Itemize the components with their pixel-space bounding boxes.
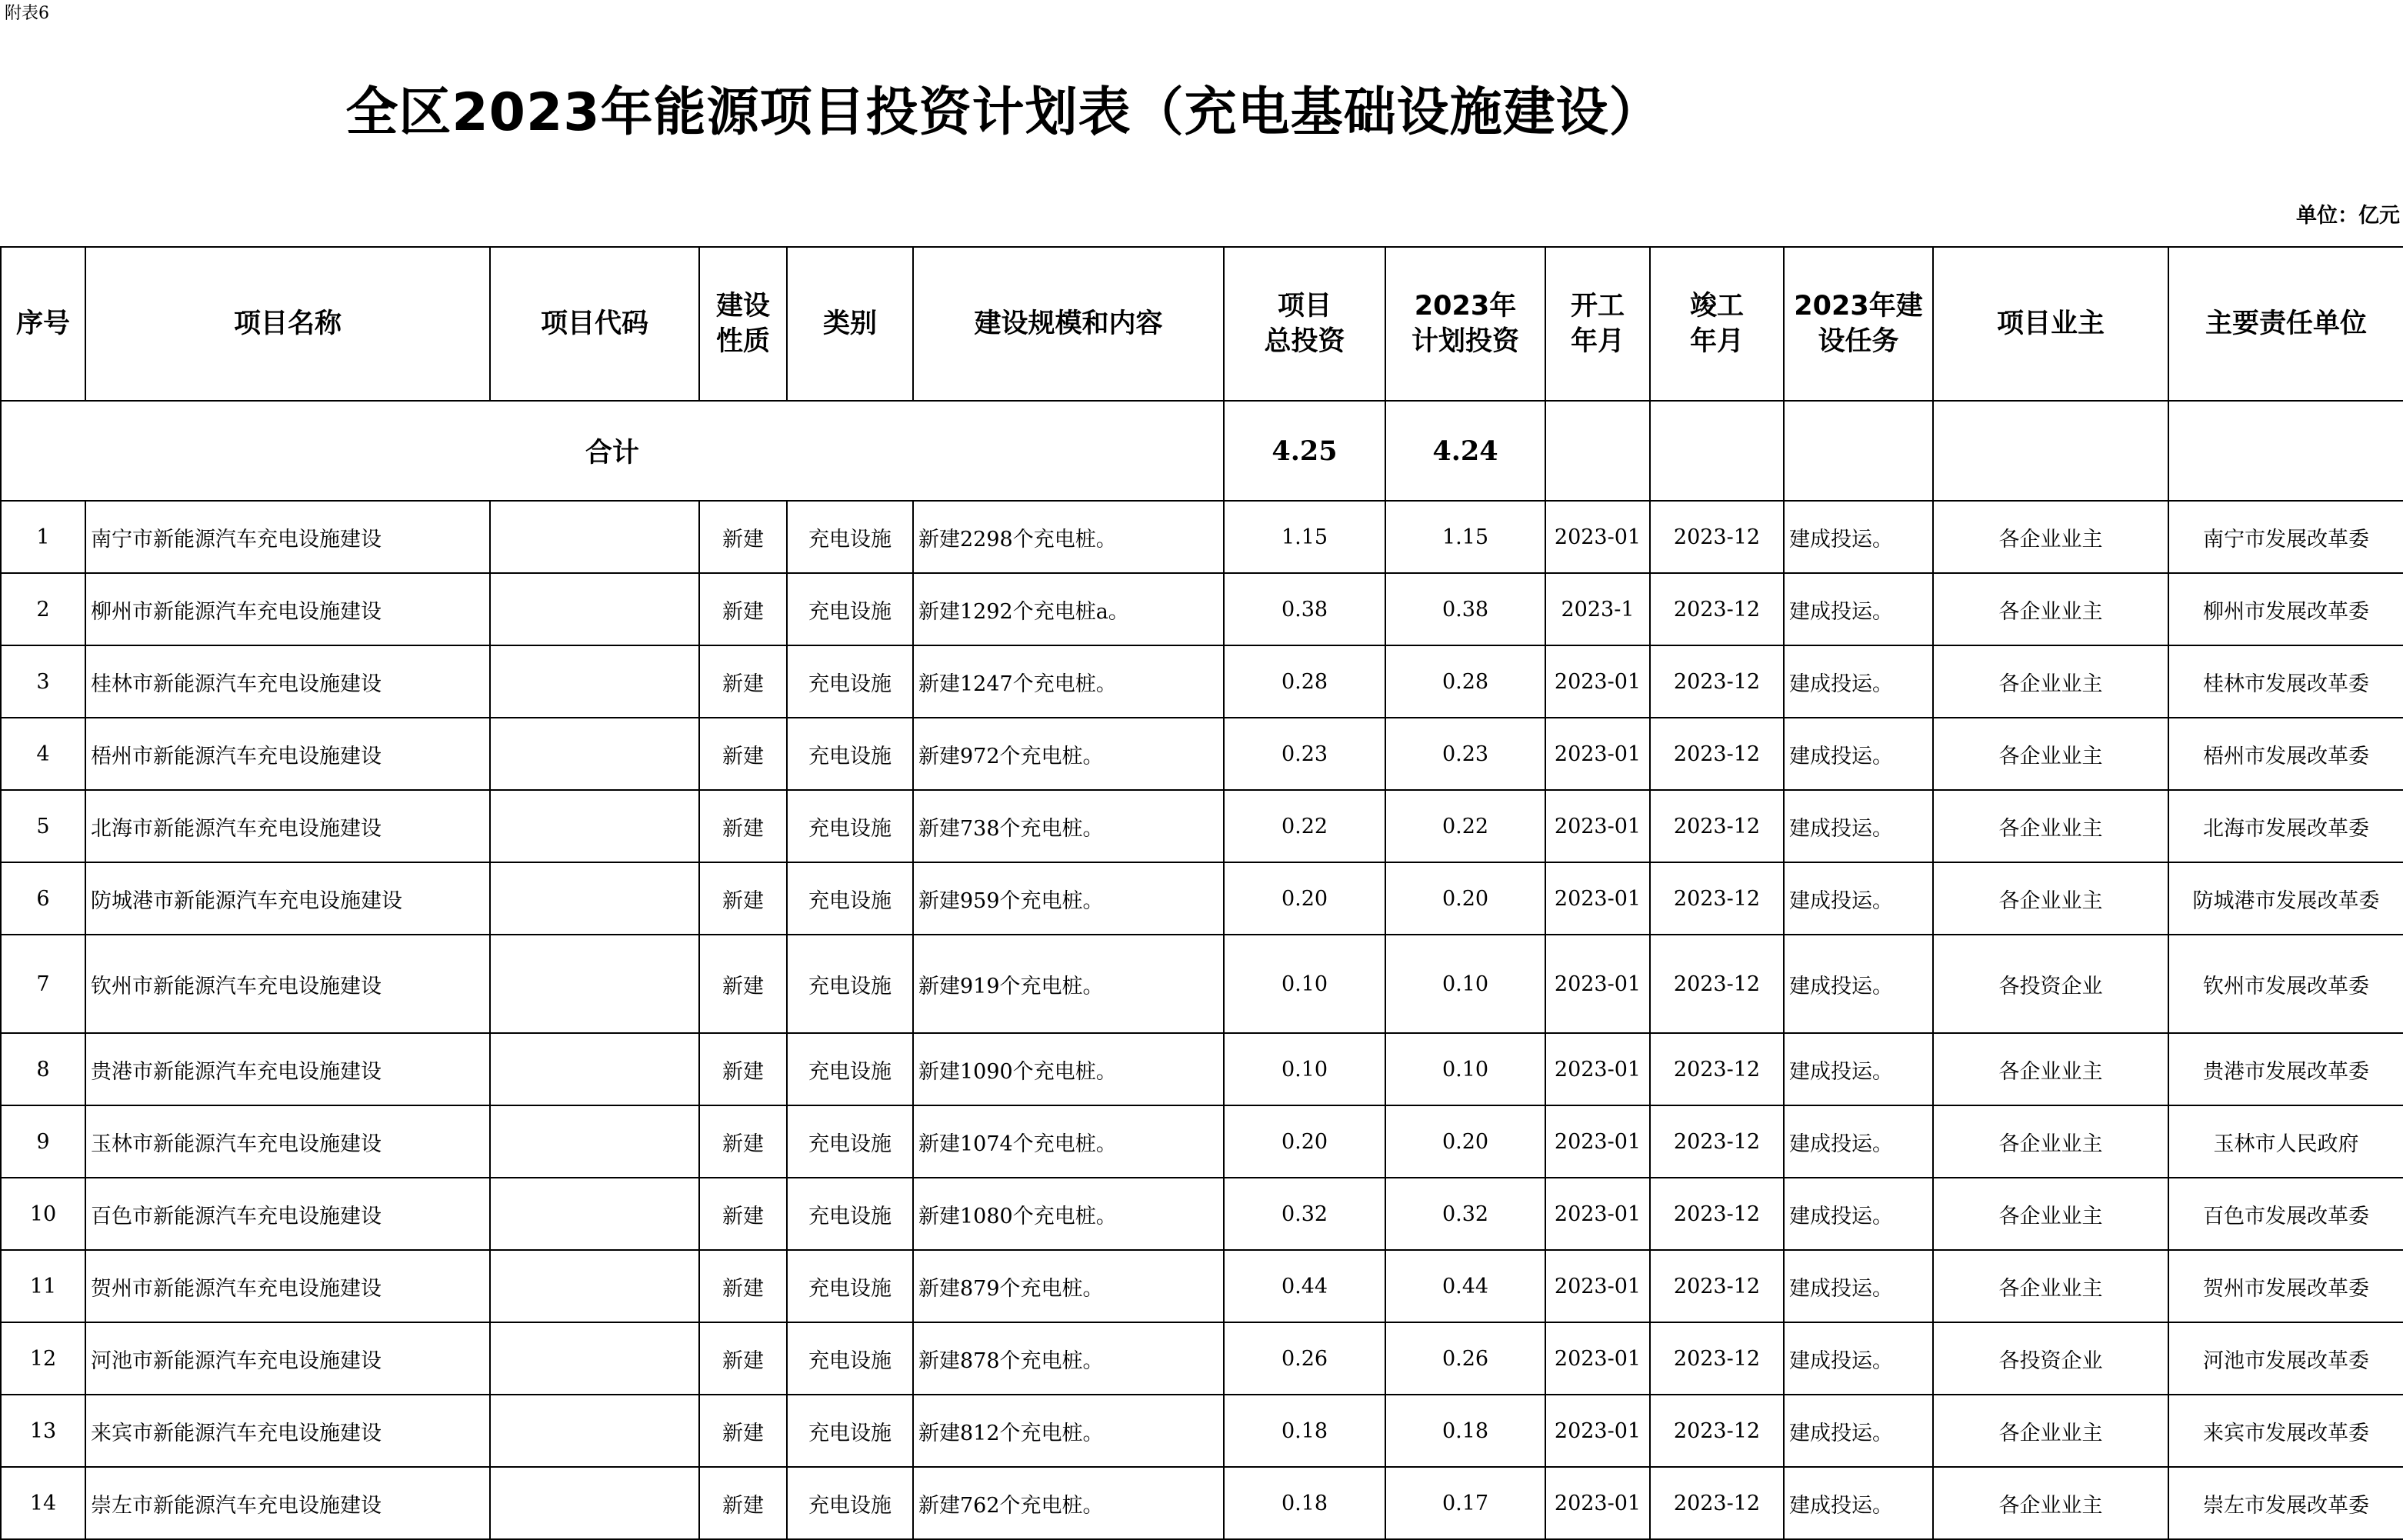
row-category: 充电设施 [787,935,913,1033]
header-scale: 建设规模和内容 [913,247,1224,401]
row-code [490,862,699,935]
row-task: 建成投运。 [1784,1395,1933,1467]
row-owner: 各投资企业 [1933,935,2168,1033]
row-name: 北海市新能源汽车充电设施建设 [85,790,490,862]
row-nature: 新建 [699,1250,787,1322]
row-code [490,790,699,862]
row-plan-2023: 0.10 [1385,935,1545,1033]
row-nature: 新建 [699,1033,787,1105]
row-task: 建成投运。 [1784,935,1933,1033]
row-seq: 14 [1,1467,85,1539]
row-scale: 新建879个充电桩。 [913,1250,1224,1322]
row-code [490,1033,699,1105]
row-start: 2023-01 [1545,1033,1650,1105]
row-owner: 各企业业主 [1933,1467,2168,1539]
row-start: 2023-01 [1545,1105,1650,1178]
row-seq: 1 [1,501,85,573]
table-row [1,718,2403,790]
row-start: 2023-01 [1545,1178,1650,1250]
empty-cell [2168,401,2403,501]
row-task: 建成投运。 [1784,1250,1933,1322]
row-nature: 新建 [699,718,787,790]
row-owner: 各企业业主 [1933,1178,2168,1250]
row-plan-2023: 0.38 [1385,573,1545,645]
row-scale: 新建878个充电桩。 [913,1322,1224,1395]
row-nature: 新建 [699,501,787,573]
row-total-investment: 0.26 [1224,1322,1385,1395]
table-row [1,1178,2403,1250]
row-plan-2023: 1.15 [1385,501,1545,573]
row-code [490,718,699,790]
row-end: 2023-12 [1650,573,1784,645]
row-code [490,1322,699,1395]
row-nature: 新建 [699,1467,787,1539]
row-owner: 各企业业主 [1933,862,2168,935]
table-row [1,573,2403,645]
row-end: 2023-12 [1650,790,1784,862]
row-end: 2023-12 [1650,501,1784,573]
row-code [490,573,699,645]
row-category: 充电设施 [787,1250,913,1322]
row-category: 充电设施 [787,1105,913,1178]
row-name: 钦州市新能源汽车充电设施建设 [85,935,490,1033]
row-owner: 各企业业主 [1933,790,2168,862]
header-category: 类别 [787,247,913,401]
row-plan-2023: 0.17 [1385,1467,1545,1539]
row-seq: 12 [1,1322,85,1395]
row-scale: 新建1090个充电桩。 [913,1033,1224,1105]
row-task: 建成投运。 [1784,1178,1933,1250]
total-plan-2023: 4.24 [1385,401,1545,501]
row-name: 河池市新能源汽车充电设施建设 [85,1322,490,1395]
row-code [490,1105,699,1178]
row-scale: 新建1080个充电桩。 [913,1178,1224,1250]
row-plan-2023: 0.23 [1385,718,1545,790]
row-task: 建成投运。 [1784,1467,1933,1539]
empty-cell [1784,401,1933,501]
row-total-investment: 0.38 [1224,573,1385,645]
row-nature: 新建 [699,790,787,862]
row-code [490,1395,699,1467]
row-seq: 11 [1,1250,85,1322]
row-task: 建成投运。 [1784,1033,1933,1105]
row-plan-2023: 0.22 [1385,790,1545,862]
row-task: 建成投运。 [1784,645,1933,718]
header-end: 竣工 年月 [1650,247,1784,401]
table-row [1,501,2403,573]
row-category: 充电设施 [787,1033,913,1105]
row-scale: 新建738个充电桩。 [913,790,1224,862]
row-name: 崇左市新能源汽车充电设施建设 [85,1467,490,1539]
row-plan-2023: 0.26 [1385,1322,1545,1395]
row-start: 2023-01 [1545,645,1650,718]
table-row [1,645,2403,718]
row-end: 2023-12 [1650,1033,1784,1105]
row-name: 来宾市新能源汽车充电设施建设 [85,1395,490,1467]
total-row [1,401,2403,501]
row-start: 2023-01 [1545,1322,1650,1395]
row-nature: 新建 [699,573,787,645]
table-row [1,1467,2403,1539]
row-seq: 8 [1,1033,85,1105]
row-nature: 新建 [699,1322,787,1395]
row-seq: 5 [1,790,85,862]
row-scale: 新建2298个充电桩。 [913,501,1224,573]
header-seq: 序号 [1,247,85,401]
row-name: 梧州市新能源汽车充电设施建设 [85,718,490,790]
row-resp: 百色市发展改革委 [2168,1178,2403,1250]
row-end: 2023-12 [1650,1322,1784,1395]
table-row [1,790,2403,862]
row-total-investment: 0.23 [1224,718,1385,790]
header-task: 2023年建 设任务 [1784,247,1933,401]
row-seq: 10 [1,1178,85,1250]
row-seq: 4 [1,718,85,790]
row-nature: 新建 [699,1395,787,1467]
row-code [490,1250,699,1322]
row-scale: 新建762个充电桩。 [913,1467,1224,1539]
row-start: 2023-01 [1545,862,1650,935]
row-start: 2023-01 [1545,935,1650,1033]
row-plan-2023: 0.28 [1385,645,1545,718]
row-resp: 防城港市发展改革委 [2168,862,2403,935]
row-scale: 新建959个充电桩。 [913,862,1224,935]
row-category: 充电设施 [787,1322,913,1395]
row-seq: 9 [1,1105,85,1178]
row-scale: 新建1247个充电桩。 [913,645,1224,718]
header-name: 项目名称 [85,247,490,401]
row-total-investment: 0.28 [1224,645,1385,718]
row-plan-2023: 0.18 [1385,1395,1545,1467]
row-total-investment: 0.20 [1224,862,1385,935]
row-end: 2023-12 [1650,862,1784,935]
row-scale: 新建1074个充电桩。 [913,1105,1224,1178]
row-start: 2023-01 [1545,501,1650,573]
row-scale: 新建972个充电桩。 [913,718,1224,790]
header-resp: 主要责任单位 [2168,247,2403,401]
row-resp: 柳州市发展改革委 [2168,573,2403,645]
row-resp: 崇左市发展改革委 [2168,1467,2403,1539]
row-category: 充电设施 [787,862,913,935]
row-category: 充电设施 [787,573,913,645]
row-resp: 贺州市发展改革委 [2168,1250,2403,1322]
row-category: 充电设施 [787,718,913,790]
row-total-investment: 0.20 [1224,1105,1385,1178]
row-category: 充电设施 [787,1178,913,1250]
row-nature: 新建 [699,1105,787,1178]
row-category: 充电设施 [787,1395,913,1467]
table-row [1,935,2403,1033]
unit-label: 单位：亿元 [2296,204,2400,228]
row-start: 2023-1 [1545,573,1650,645]
row-start: 2023-01 [1545,1467,1650,1539]
row-owner: 各企业业主 [1933,573,2168,645]
total-investment: 4.25 [1224,401,1385,501]
row-task: 建成投运。 [1784,1322,1933,1395]
row-resp: 钦州市发展改革委 [2168,935,2403,1033]
row-total-investment: 0.22 [1224,790,1385,862]
row-plan-2023: 0.20 [1385,1105,1545,1178]
row-end: 2023-12 [1650,718,1784,790]
row-total-investment: 0.32 [1224,1178,1385,1250]
row-code [490,501,699,573]
header-nature: 建设 性质 [699,247,787,401]
row-name: 柳州市新能源汽车充电设施建设 [85,573,490,645]
row-plan-2023: 0.10 [1385,1033,1545,1105]
row-resp: 来宾市发展改革委 [2168,1395,2403,1467]
row-end: 2023-12 [1650,1178,1784,1250]
row-nature: 新建 [699,1178,787,1250]
header-plan-2023: 2023年 计划投资 [1385,247,1545,401]
table-row [1,1395,2403,1467]
row-category: 充电设施 [787,645,913,718]
row-resp: 玉林市人民政府 [2168,1105,2403,1178]
appendix-label: 附表6 [5,4,49,23]
row-resp: 梧州市发展改革委 [2168,718,2403,790]
empty-cell [1650,401,1784,501]
table-header-row [1,247,2403,401]
row-code [490,1467,699,1539]
header-total-investment: 项目 总投资 [1224,247,1385,401]
row-resp: 南宁市发展改革委 [2168,501,2403,573]
row-total-investment: 0.18 [1224,1395,1385,1467]
row-code [490,1178,699,1250]
row-plan-2023: 0.20 [1385,862,1545,935]
row-end: 2023-12 [1650,935,1784,1033]
row-category: 充电设施 [787,1467,913,1539]
table-row [1,862,2403,935]
row-scale: 新建812个充电桩。 [913,1395,1224,1467]
row-owner: 各企业业主 [1933,1033,2168,1105]
row-resp: 贵港市发展改革委 [2168,1033,2403,1105]
row-end: 2023-12 [1650,645,1784,718]
row-task: 建成投运。 [1784,790,1933,862]
table-row [1,1105,2403,1178]
row-owner: 各企业业主 [1933,645,2168,718]
total-label: 合计 [1,401,1224,501]
investment-table [0,246,2403,1540]
table-row [1,1250,2403,1322]
table-row [1,1322,2403,1395]
row-seq: 3 [1,645,85,718]
row-start: 2023-01 [1545,1250,1650,1322]
row-seq: 6 [1,862,85,935]
empty-cell [1545,401,1650,501]
empty-cell [1933,401,2168,501]
row-end: 2023-12 [1650,1250,1784,1322]
row-owner: 各企业业主 [1933,1250,2168,1322]
row-owner: 各企业业主 [1933,1105,2168,1178]
row-nature: 新建 [699,935,787,1033]
row-seq: 2 [1,573,85,645]
row-resp: 桂林市发展改革委 [2168,645,2403,718]
row-plan-2023: 0.44 [1385,1250,1545,1322]
row-category: 充电设施 [787,501,913,573]
row-owner: 各企业业主 [1933,1395,2168,1467]
row-task: 建成投运。 [1784,573,1933,645]
row-end: 2023-12 [1650,1467,1784,1539]
row-end: 2023-12 [1650,1395,1784,1467]
row-total-investment: 1.15 [1224,501,1385,573]
row-name: 贺州市新能源汽车充电设施建设 [85,1250,490,1322]
row-owner: 各企业业主 [1933,501,2168,573]
row-owner: 各投资企业 [1933,1322,2168,1395]
row-total-investment: 0.18 [1224,1467,1385,1539]
row-start: 2023-01 [1545,718,1650,790]
row-nature: 新建 [699,862,787,935]
row-task: 建成投运。 [1784,862,1933,935]
row-category: 充电设施 [787,790,913,862]
page-title: 全区2023年能源项目投资计划表（充电基础设施建设） [345,82,1662,143]
row-start: 2023-01 [1545,1395,1650,1467]
header-start: 开工 年月 [1545,247,1650,401]
row-seq: 7 [1,935,85,1033]
row-code [490,645,699,718]
row-task: 建成投运。 [1784,718,1933,790]
row-owner: 各企业业主 [1933,718,2168,790]
row-nature: 新建 [699,645,787,718]
header-owner: 项目业主 [1933,247,2168,401]
row-name: 南宁市新能源汽车充电设施建设 [85,501,490,573]
row-name: 防城港市新能源汽车充电设施建设 [85,862,490,935]
header-code: 项目代码 [490,247,699,401]
row-task: 建成投运。 [1784,1105,1933,1178]
table-row [1,1033,2403,1105]
row-name: 玉林市新能源汽车充电设施建设 [85,1105,490,1178]
row-scale: 新建1292个充电桩a。 [913,573,1224,645]
row-total-investment: 0.10 [1224,935,1385,1033]
row-end: 2023-12 [1650,1105,1784,1178]
row-total-investment: 0.44 [1224,1250,1385,1322]
row-plan-2023: 0.32 [1385,1178,1545,1250]
row-code [490,935,699,1033]
row-scale: 新建919个充电桩。 [913,935,1224,1033]
row-resp: 北海市发展改革委 [2168,790,2403,862]
row-start: 2023-01 [1545,790,1650,862]
row-name: 百色市新能源汽车充电设施建设 [85,1178,490,1250]
row-seq: 13 [1,1395,85,1467]
row-task: 建成投运。 [1784,501,1933,573]
row-name: 桂林市新能源汽车充电设施建设 [85,645,490,718]
row-total-investment: 0.10 [1224,1033,1385,1105]
row-name: 贵港市新能源汽车充电设施建设 [85,1033,490,1105]
row-resp: 河池市发展改革委 [2168,1322,2403,1395]
